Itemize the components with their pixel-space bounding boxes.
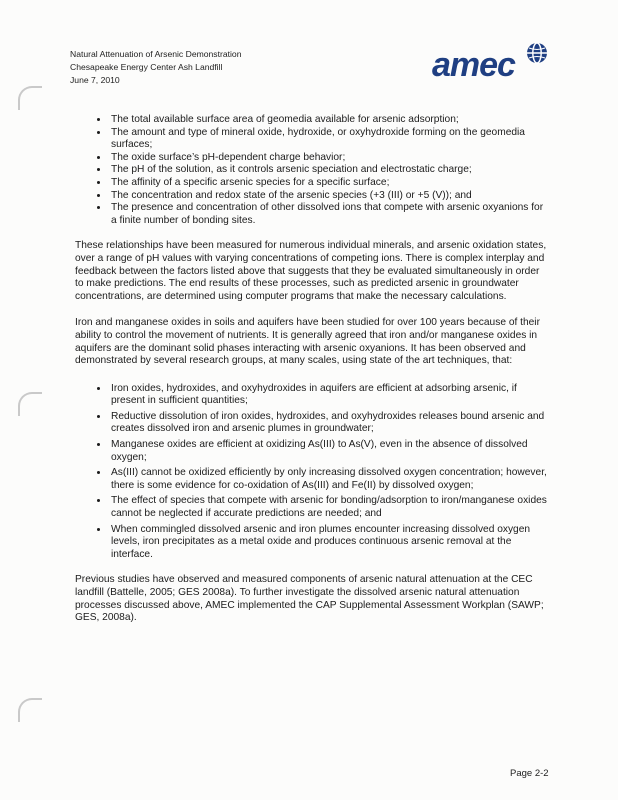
list-item: • The oxide surface’s pH-dependent charge behavior; xyxy=(109,152,547,165)
list-item: • The concentration and redox state of the arsenic species (+3 (III) or +5 (V)); and xyxy=(109,190,547,203)
header-date: June 7, 2010 xyxy=(70,75,120,85)
list-item: • Reductive dissolution of iron oxides, hydroxides, and oxyhydroxides releases bound arsenic and creates dissolved iron and arsenic plumes in groundwater; xyxy=(109,411,547,436)
list-item: • The total available surface area of geomedia available for arsenic adsorption; xyxy=(109,114,547,127)
list-item: • The effect of species that compete with arsenic for bonding/adsorption to iron/manganese oxides cannot be neglected if accurate predictions are needed; and xyxy=(109,495,547,520)
binder-hole-mark xyxy=(18,392,42,416)
amec-logo xyxy=(432,40,552,86)
paragraph: Iron and manganese oxides in soils and aquifers have been studied for over 100 years because of their ability to control the movement of nutrients. It is generally agreed that iron and/or manganese oxides in aquifers are the dominant solid phases interacting with arsenic oxyanions. It has been observed and demonstrated by several research groups, at many scales, using state of the art techniques, that: xyxy=(75,317,540,367)
binder-hole-mark xyxy=(18,86,42,110)
list-item: • As(III) cannot be oxidized efficiently by only increasing dissolved oxygen concentration; however, there is some evidence for co-oxidation of As(III) and Fe(II) by dissolved oxygen; xyxy=(109,467,547,492)
logo-wordmark: amec xyxy=(432,46,515,84)
binder-hole-mark xyxy=(18,698,42,722)
header-project-title: Natural Attenuation of Arsenic Demonstration xyxy=(70,49,242,59)
list-item: • Manganese oxides are efficient at oxidizing As(III) to As(V), even in the absence of dissolved oxygen; xyxy=(109,439,547,464)
paragraph: Previous studies have observed and measured components of arsenic natural attenuation at the CEC landfill (Battelle, 2005; GES 2008a). To further investigate the dissolved arsenic natural attenuation processes discussed above, AMEC implemented the CAP Supplemental Assessment Workplan (SAWP; GES, 2008a). xyxy=(75,574,544,624)
document-body xyxy=(75,114,547,625)
list-item: • The affinity of a specific arsenic species for a specific surface; xyxy=(109,177,547,190)
paragraph: These relationships have been measured for numerous individual minerals, and arsenic oxidation states, over a range of pH values with varying concentrations of competing ions. There is complex interplay and feedback between the factors listed above that suggests that they be evaluated simultaneously in order to make predictions. The end results of these processes, such as predicted arsenic in groundwater concentrations, are determined using computer programs that make the necessary calculations. xyxy=(75,240,547,302)
factor-list xyxy=(75,114,547,227)
list-item: • When commingled dissolved arsenic and iron plumes encounter increasing dissolved oxygen levels, iron precipitates as a metal oxide and produces continuous arsenic removal at the interface. xyxy=(109,524,547,562)
list-item: • The amount and type of mineral oxide, hydroxide, or oxyhydroxide forming on the geomedia surfaces; xyxy=(109,127,547,152)
list-item: • The pH of the solution, as it controls arsenic speciation and electrostatic charge; xyxy=(109,164,547,177)
list-item: • Iron oxides, hydroxides, and oxyhydroxides in aquifers are efficient at adsorbing arsenic, if present in sufficient quantities; xyxy=(109,383,547,408)
document-header xyxy=(70,48,242,87)
list-item: • The presence and concentration of other dissolved ions that compete with arsenic oxyanions for a finite number of bonding sites. xyxy=(109,202,547,227)
header-site-name: Chesapeake Energy Center Ash Landfill xyxy=(70,62,223,72)
page-number: Page 2-2 xyxy=(510,768,549,779)
findings-list xyxy=(75,383,547,562)
globe-icon xyxy=(524,40,550,66)
